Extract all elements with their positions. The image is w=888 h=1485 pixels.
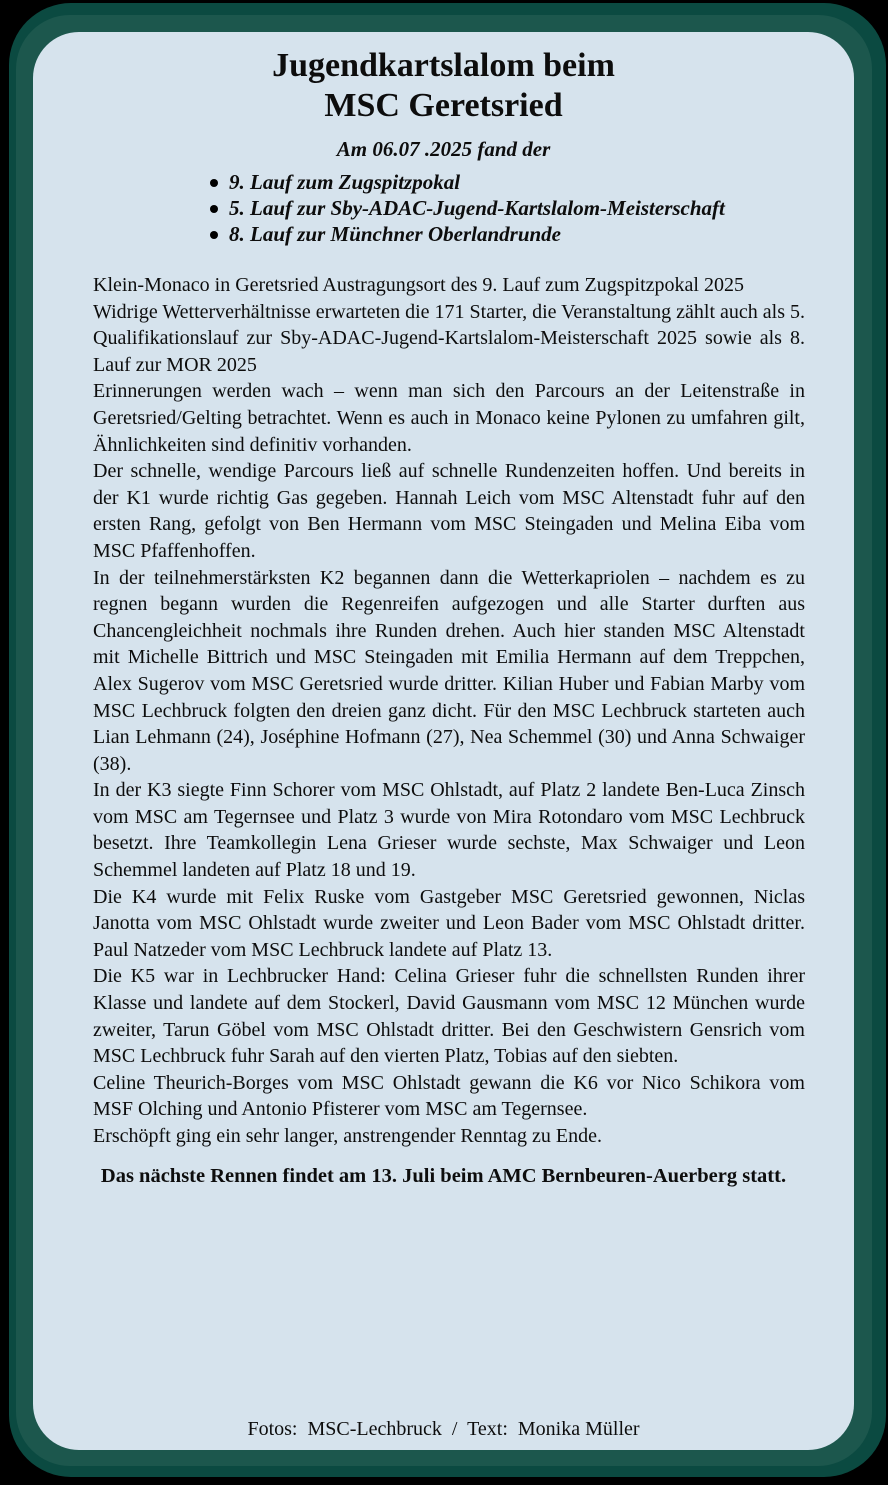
paragraph: Erschöpft ging ein sehr langer, anstrengender Renntag zu Ende.: [93, 1125, 603, 1147]
paragraph: In der teilnehmerstärksten K2 begannen dann die Wetterkapriolen – nachdem es zu regnen begann wurden die Regenreifen aufgezogen und alle Starter durften aus Chancengleichheit nochmals ihre Runden drehen. Auch hier standen MSC Altenstadt mit Michelle Bittrich und MSC Steingaden mit Emilia Hermann auf dem Treppchen, Alex Sugerov vom MSC Geretsried wurde dritter. Kilian Huber und Fabian Marby vom MSC Lechbruck folgten den dreien ganz dicht. Für den MSC Lechbruck starteten auch Lian Lehmann (24), Joséphine Hofmann (27), Nea Schemmel (30) und Anna Schwaiger (38).: [93, 566, 805, 775]
page-title-line-2: MSC Geretsried: [324, 87, 563, 124]
paragraph: Der schnelle, wendige Parcours ließ auf schnelle Rundenzeiten hoffen. Und bereits in der K1 wurde richtig Gas gegeben. Hannah Leich vom MSC Altenstadt fuhr auf den ersten Rang, gefolgt von Ben Hermann vom MSC Steingaden und Melina Eiba vom MSC Pfaffenhoffen.: [93, 460, 805, 562]
event-item-label: 8. Lauf zur Münchner Oberlandrunde: [229, 222, 562, 246]
bullet-icon: [210, 231, 218, 239]
bullet-icon: [210, 179, 218, 187]
article-card: [33, 32, 854, 1450]
paragraph: Die K5 war in Lechbrucker Hand: Celina Grieser fuhr die schnellsten Runden ihrer Klasse und landete auf dem Stockerl, David Gausmann vom MSC 12 München wurde zweiter, Tarun Göbel vom MSC Ohlstadt dritter. Bei den Geschwistern Gensrich vom MSC Lechbruck fuhr Sarah auf den vierten Platz, Tobias auf den siebten.: [93, 965, 805, 1068]
article-body: [93, 272, 805, 1150]
event-item: [210, 195, 854, 221]
paragraph: Celine Theurich-Borges vom MSC Ohlstadt gewann die K6 vor Nico Schikora vom MSF Olching und Antonio Pfisterer vom MSC am Tegernsee.: [93, 1071, 805, 1121]
event-item-label: 5. Lauf zur Sby-ADAC-Jugend-Kartslalom-Meisterschaft: [229, 196, 725, 220]
page-frame-inner: [16, 15, 872, 1466]
page-title: [33, 46, 854, 126]
event-date-line: Am 06.07 .2025 fand der: [336, 137, 551, 161]
credits-line: Fotos: MSC-Lechbruck / Text: Monika Müller: [247, 1418, 640, 1440]
next-race-announcement: Das nächste Rennen findet am 13. Juli beim AMC Bernbeuren-Auerberg statt.: [100, 1164, 787, 1187]
paragraph: Erinnerungen werden wach – wenn man sich den Parcours an der Leitenstraße in Geretsried/Gelting betrachtet. Wenn es auch in Monaco keine Pylonen zu umfahren gilt, Ähnlichkeiten sind definitiv vorhanden.: [93, 380, 805, 456]
paragraph: Klein-Monaco in Geretsried Austragungsort des 9. Lauf zum Zugspitzpokal 2025: [93, 274, 744, 296]
paragraph: Widrige Wetterverhältnisse erwarteten die 171 Starter, die Veranstaltung zählt auch als 5. Qualifikationslauf zur Sby-ADAC-Jugend-Kartslalom-Meisterschaft 2025 sowie als 8. Lauf zur MOR 2025: [93, 300, 805, 376]
event-list: [210, 169, 854, 247]
bullet-icon: [210, 205, 218, 213]
page-title-line-1: Jugendkartslalom beim: [272, 47, 615, 84]
event-item-label: 9. Lauf zum Zugspitzpokal: [229, 170, 461, 194]
event-item: [210, 169, 854, 195]
paragraph: Die K4 wurde mit Felix Ruske vom Gastgeber MSC Geretsried gewonnen, Niclas Janotta vom MSC Ohlstadt wurde zweiter und Leon Bader vom MSC Ohlstadt dritter. Paul Natzeder vom MSC Lechbruck landete auf Platz 13.: [93, 885, 805, 961]
page-frame: [9, 3, 886, 1477]
paragraph: In der K3 siegte Finn Schorer vom MSC Ohlstadt, auf Platz 2 landete Ben-Luca Zinsch vom MSC am Tegernsee und Platz 3 wurde von Mira Rotondaro vom MSC Lechbruck besetzt. Ihre Teamkollegin Lena Grieser wurde sechste, Max Schwaiger und Leon Schemmel landeten auf Platz 18 und 19.: [93, 779, 805, 882]
event-item: [210, 221, 854, 247]
